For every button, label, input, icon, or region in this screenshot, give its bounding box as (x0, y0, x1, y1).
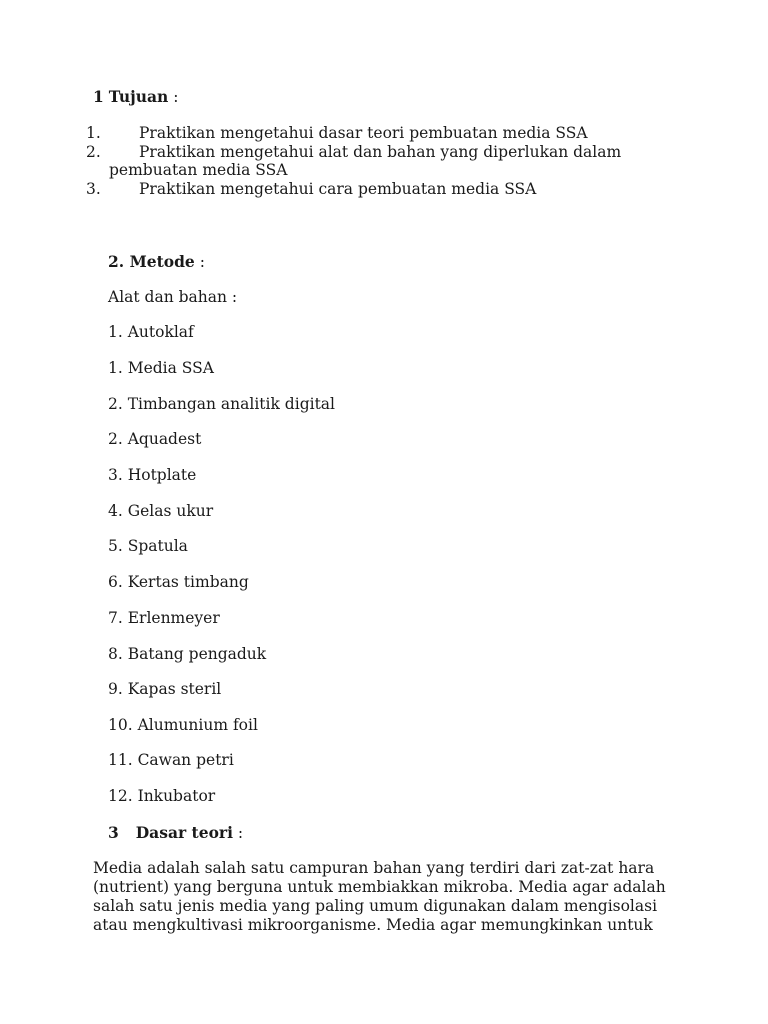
theory-paragraph-line: (nutrient) yang berguna untuk membiakkan mikroba. Media agar adalah (93, 878, 666, 896)
material-list-item: 6. Kertas timbang (108, 573, 249, 591)
objective-item-number: 1. (86, 124, 101, 142)
material-list-item: 10. Alumunium foil (108, 716, 258, 734)
material-list-item: 12. Inkubator (108, 787, 216, 805)
material-list-item: 8. Batang pengaduk (108, 645, 267, 663)
section-3-heading (108, 823, 243, 842)
objective-item-1 (86, 124, 686, 144)
theory-paragraph-line: Media adalah salah satu campuran bahan yang terdiri dari zat-zat hara (93, 859, 655, 877)
section-2-heading (108, 252, 205, 271)
section-1-heading-number: 1 (93, 87, 104, 106)
objective-item-number: 3. (86, 180, 101, 198)
objective-item-text: Praktikan mengetahui alat dan bahan yang diperlukan dalam (139, 143, 622, 161)
material-list-item: 2. Timbangan analitik digital (108, 395, 335, 413)
material-list-item: 11. Cawan petri (108, 751, 234, 769)
theory-paragraph (93, 859, 693, 935)
section-1-heading-title: Tujuan (108, 87, 169, 106)
material-list-item: 4. Gelas ukur (108, 502, 214, 520)
material-list-item: 5. Spatula (108, 537, 188, 555)
material-list-item: 7. Erlenmeyer (108, 609, 220, 627)
objective-item-number: 2. (86, 143, 101, 161)
section-3-heading-number: 3 (108, 823, 119, 842)
objective-item-3 (86, 180, 686, 200)
section-1-heading (93, 87, 178, 106)
material-list-item: 3. Hotplate (108, 466, 197, 484)
section-2-heading-title: 2. Metode (108, 252, 195, 271)
section-1-heading-colon: : (168, 88, 179, 106)
material-list-item: 1. Autoklaf (108, 323, 194, 341)
section-2-heading-colon: : (194, 253, 205, 271)
material-list-item: 1. Media SSA (108, 359, 214, 377)
objective-item-text-continued: pembuatan media SSA (109, 161, 288, 179)
objective-item-2 (86, 143, 686, 183)
objective-item-text: Praktikan mengetahui cara pembuatan media SSA (139, 180, 537, 198)
theory-paragraph-line: atau mengkultivasi mikroorganisme. Media agar memungkinkan untuk (93, 916, 653, 934)
material-list-item: 2. Aquadest (108, 430, 202, 448)
material-list-item: 9. Kapas steril (108, 680, 222, 698)
theory-paragraph-line: salah satu jenis media yang paling umum digunakan dalam mengisolasi (93, 897, 658, 915)
section-3-heading-title: Dasar teori (135, 823, 233, 842)
section-3-heading-colon: : (232, 824, 244, 842)
objective-item-text: Praktikan mengetahui dasar teori pembuatan media SSA (139, 124, 588, 142)
materials-subheading: Alat dan bahan : (108, 288, 238, 306)
